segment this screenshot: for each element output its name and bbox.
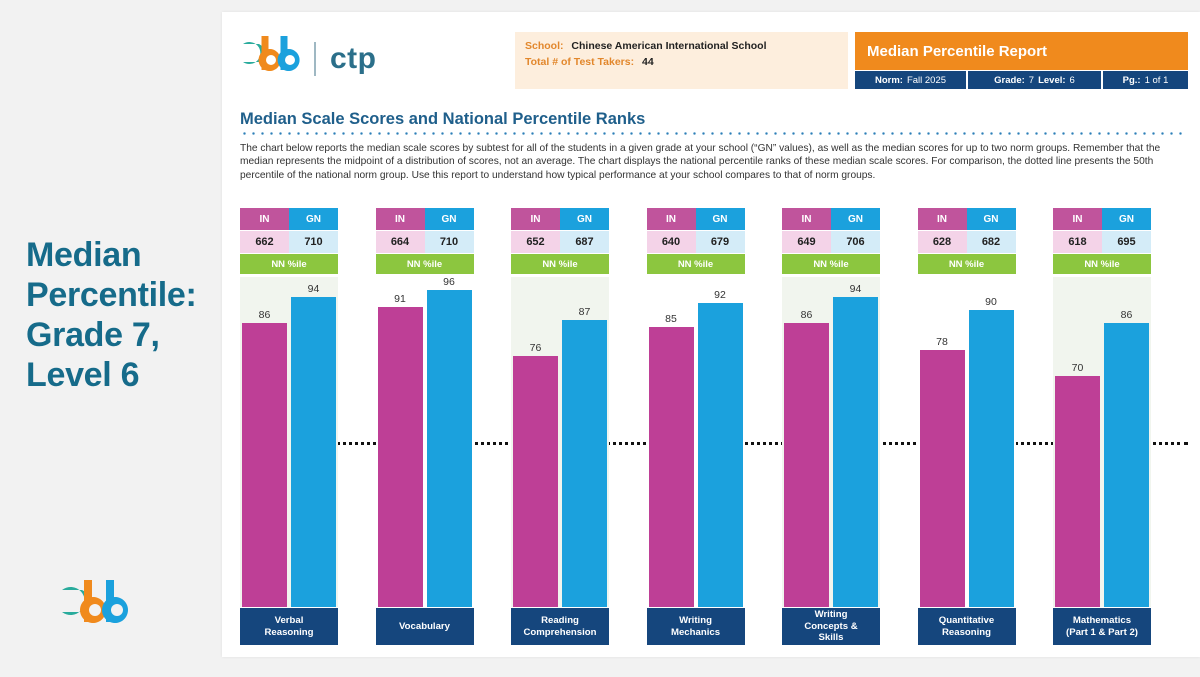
level-label: Level:: [1038, 74, 1066, 86]
section-description: The chart below reports the median scale scores by subtest for all of the students in a given grade at your school (“GN” values), as well as the median scores for up to two norm groups. Remember that the median represents the midpoint of a distribution of scores, not an average. The chart displays the national percentile ranks of these median scale scores. For comparison, the dotted line presents the 50th percentile of the national norm group. Use this report to understand how typical performance at your school compares to that of norm groups.: [240, 143, 1161, 181]
left-panel: [0, 0, 222, 677]
bar-in: [242, 309, 287, 607]
school-name-row: [525, 40, 848, 52]
slide-title: Median Percentile: Grade 7, Level 6: [26, 236, 197, 394]
chart-column: [240, 208, 338, 645]
grade-label: Grade:: [994, 74, 1025, 86]
column-header: [240, 208, 338, 230]
bar-value-label: 96: [443, 276, 455, 289]
erb-logo-icon: [58, 578, 128, 630]
page-cell: [1103, 71, 1188, 89]
scale-score-gn: 710: [289, 231, 338, 253]
column-header: [918, 208, 1016, 230]
scale-score-in: 662: [240, 231, 289, 253]
scale-score-in: 649: [782, 231, 831, 253]
bar-gn: [969, 296, 1014, 607]
scale-score-row: [240, 231, 338, 253]
page-label: Pg.:: [1122, 74, 1141, 86]
erb-mark-icon: [240, 34, 302, 83]
bar-value-label: 78: [936, 335, 948, 348]
column-header: [511, 208, 609, 230]
report-page: [222, 12, 1200, 657]
column-header: [1053, 208, 1151, 230]
test-takers-value: 44: [642, 56, 654, 68]
scale-score-row: [376, 231, 474, 253]
subtest-label: Mathematics (Part 1 & Part 2): [1053, 608, 1151, 645]
page-value: 1 of 1: [1144, 74, 1169, 86]
subtest-label: Reading Comprehension: [511, 608, 609, 645]
bar-value-label: 76: [529, 342, 542, 355]
grade-value: 7: [1028, 74, 1035, 86]
scale-score-gn: 679: [696, 231, 745, 253]
scale-score-gn: 706: [831, 231, 880, 253]
subtest-label: Writing Mechanics: [647, 608, 745, 645]
plot-area: [782, 277, 880, 607]
scale-score-row: [918, 231, 1016, 253]
logo-divider: [314, 42, 316, 76]
ctp-wordmark: ctp: [330, 41, 377, 75]
bar-gn: [698, 289, 743, 607]
bar-value-label: 86: [258, 309, 271, 322]
header-in: IN: [511, 208, 560, 230]
header-gn: GN: [425, 208, 474, 230]
norm-cell: [855, 71, 966, 89]
scale-score-gn: 710: [425, 231, 474, 253]
report-title-bar: Median Percentile Report: [855, 32, 1188, 70]
school-label: School:: [525, 40, 564, 52]
bar-in: [1055, 362, 1100, 607]
header-in: IN: [918, 208, 967, 230]
bar-in: [378, 292, 423, 607]
header-in: IN: [376, 208, 425, 230]
column-header: [647, 208, 745, 230]
chart-column: [376, 208, 474, 645]
report-meta-row: [855, 71, 1188, 89]
bar-value-label: 70: [1071, 362, 1084, 374]
scale-score-in: 618: [1053, 231, 1102, 253]
bar-value-label: 94: [307, 282, 320, 295]
plot-area: [1053, 277, 1151, 607]
chart-column: [511, 208, 609, 645]
scale-score-gn: 695: [1102, 231, 1151, 253]
section-title: Median Scale Scores and National Percentile Ranks: [240, 110, 646, 128]
bar-in: [784, 309, 829, 607]
header-gn: GN: [696, 208, 745, 230]
scale-score-in: 652: [511, 231, 560, 253]
median-percentile-chart: [240, 208, 1188, 645]
bar-in: [920, 335, 965, 607]
nn-percentile-band: NN %ile: [918, 254, 1016, 274]
level-value: 6: [1069, 74, 1075, 86]
nn-percentile-band: NN %ile: [782, 254, 880, 274]
grade-level-cell: [968, 71, 1101, 89]
bar-gn: [562, 305, 607, 607]
header-gn: GN: [831, 208, 880, 230]
scale-score-row: [1053, 231, 1151, 253]
subtest-label: Vocabulary: [376, 608, 474, 645]
school-info-box: [515, 32, 848, 89]
report-logo: [240, 34, 377, 83]
bar-value-label: 87: [578, 305, 591, 318]
nn-percentile-band: NN %ile: [376, 254, 474, 274]
bar-value-label: 86: [800, 309, 813, 322]
norm-label: Norm:: [874, 74, 903, 86]
scale-score-in: 664: [376, 231, 425, 253]
header-in: IN: [782, 208, 831, 230]
header-in: IN: [240, 208, 289, 230]
chart-column: [918, 208, 1016, 645]
scale-score-row: [782, 231, 880, 253]
bar-in: [513, 342, 558, 607]
subtest-label: Writing Concepts & Skills: [782, 608, 880, 645]
bar-in: [649, 312, 694, 608]
chart-column: [1053, 208, 1151, 645]
header-in: IN: [647, 208, 696, 230]
bar-value-label: 92: [714, 289, 726, 302]
nn-percentile-band: NN %ile: [647, 254, 745, 274]
header-gn: GN: [967, 208, 1016, 230]
column-header: [782, 208, 880, 230]
plot-area: [647, 277, 745, 607]
test-takers-label: Total # of Test Takers:: [525, 56, 635, 68]
scale-score-row: [647, 231, 745, 253]
plot-area: [376, 277, 474, 607]
header-gn: GN: [289, 208, 338, 230]
school-value: Chinese American International School: [571, 40, 767, 52]
bar-value-label: 91: [394, 292, 406, 305]
plot-area: [511, 277, 609, 607]
bar-gn: [291, 282, 336, 607]
scale-score-in: 640: [647, 231, 696, 253]
chart-column: [647, 208, 745, 645]
norm-value: Fall 2025: [906, 74, 947, 86]
header-gn: GN: [560, 208, 609, 230]
subtest-label: Quantitative Reasoning: [918, 608, 1016, 645]
bar-gn: [833, 282, 878, 607]
scale-score-row: [511, 231, 609, 253]
header-gn: GN: [1102, 208, 1151, 230]
header-in: IN: [1053, 208, 1102, 230]
scale-score-in: 628: [918, 231, 967, 253]
section-divider: [240, 132, 1188, 135]
test-takers-row: [525, 56, 848, 68]
column-header: [376, 208, 474, 230]
plot-area: [240, 277, 338, 607]
plot-area: [918, 277, 1016, 607]
bar-value-label: 94: [849, 282, 862, 295]
bar-value-label: 86: [1120, 309, 1133, 322]
nn-percentile-band: NN %ile: [511, 254, 609, 274]
scale-score-gn: 682: [967, 231, 1016, 253]
bar-value-label: 85: [665, 312, 677, 325]
nn-percentile-band: NN %ile: [240, 254, 338, 274]
nn-percentile-band: NN %ile: [1053, 254, 1151, 274]
subtest-label: Verbal Reasoning: [240, 608, 338, 645]
scale-score-gn: 687: [560, 231, 609, 253]
bar-value-label: 90: [985, 296, 997, 308]
bar-gn: [1104, 309, 1149, 607]
bar-gn: [427, 276, 472, 607]
chart-column: [782, 208, 880, 645]
